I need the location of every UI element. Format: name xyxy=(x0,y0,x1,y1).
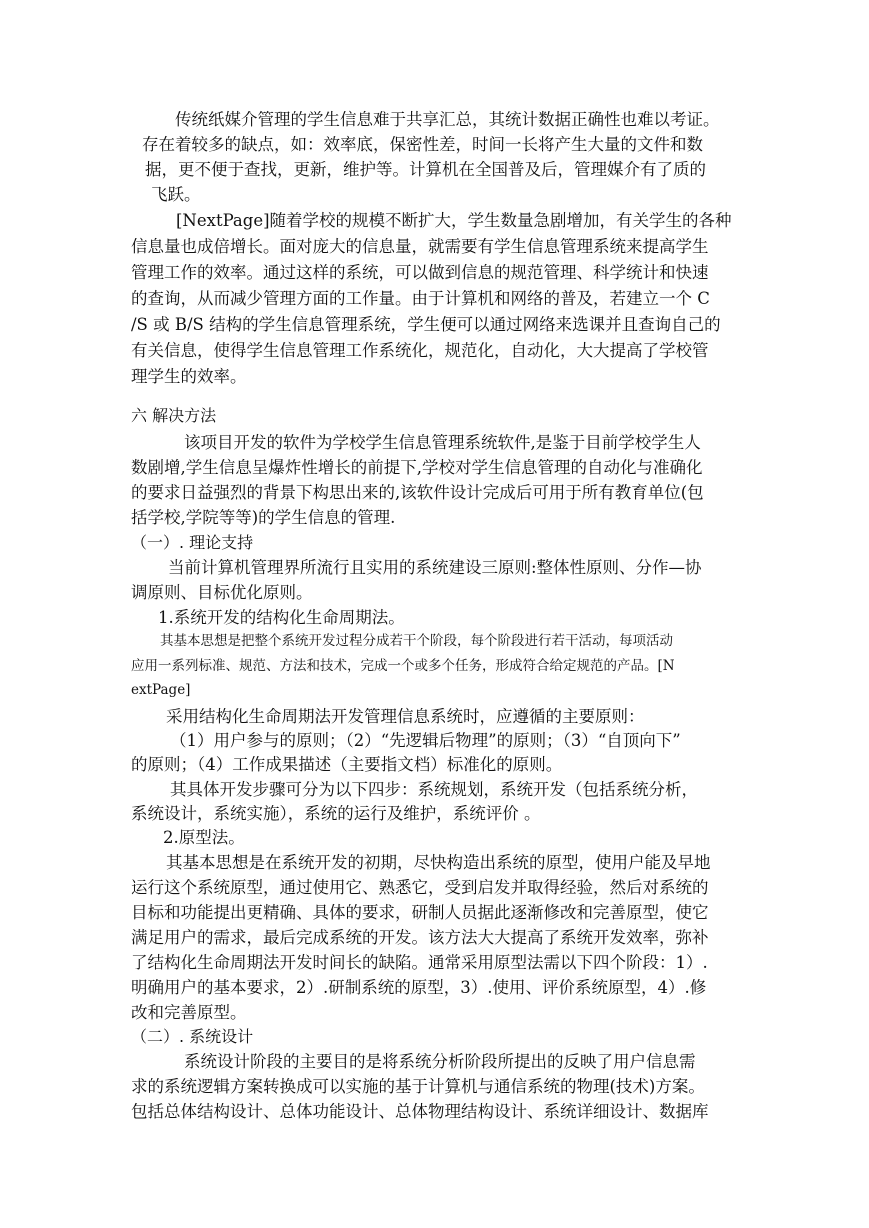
para5-line-2: 应用一系列标准、规范、方法和技术，完成一个或多个任务，形成符合给定规范的产品。[N xyxy=(131,658,675,674)
para1-line-4: 飞跃。 xyxy=(151,185,201,204)
para1-line-3: 据，更不便于查找，更新，维护等。计算机在全国普及后，管理媒介有了质的 xyxy=(145,160,706,179)
para3-line-1: 该项目开发的软件为学校学生信息管理系统软件,是鉴于目前学校学生人 xyxy=(184,433,701,452)
item2-title: 2.原型法。 xyxy=(163,828,245,847)
para6-line-3: 的原则；（4）工作成果描述（主要指文档）标准化的原则。 xyxy=(131,755,563,774)
para1-line-1: 传统纸媒介管理的学生信息难于共享汇总，其统计数据正确性也难以考证。 xyxy=(175,110,720,129)
para3-line-4: 括学校,学院等等)的学生信息的管理. xyxy=(131,508,396,527)
para8-line-1: 系统设计阶段的主要目的是将系统分析阶段所提出的反映了用户信息需 xyxy=(184,1052,696,1071)
subsection-heading-design: （二）. 系统设计 xyxy=(131,1027,254,1046)
para2-line-3: 管理工作的效率。通过这样的系统，可以做到信息的规范管理、科学统计和快速 xyxy=(131,263,709,282)
para7-line-7: 改和完善原型。 xyxy=(131,1003,247,1022)
subsection-heading-theory: （一）. 理论支持 xyxy=(131,533,254,552)
para8-line-2: 求的系统逻辑方案转换成可以实施的基于计算机与通信系统的物理(技术)方案。 xyxy=(131,1077,705,1096)
para2-line-4: 的查询，从而减少管理方面的工作量。由于计算机和网络的普及，若建立一个 C xyxy=(131,289,710,308)
para2-line-5: /S 或 B/S 结构的学生信息管理系统，学生便可以通过网络来选课并且查询自己的 xyxy=(131,315,721,334)
para2-line-1: [NextPage]随着学校的规模不断扩大，学生数量急剧增加，有关学生的各种 xyxy=(176,211,732,230)
section-heading-solution: 六 解决方法 xyxy=(131,406,217,425)
para2-line-2: 信息量也成倍增长。面对庞大的信息量，就需要有学生信息管理系统来提高学生 xyxy=(131,237,709,256)
para7-line-4: 满足用户的需求，最后完成系统的开发。该方法大大提高了系统开发效率，弥补 xyxy=(131,928,709,947)
para1-line-2: 存在着较多的缺点，如：效率底，保密性差，时间一长将产生大量的文件和数 xyxy=(142,135,703,154)
para7-line-6: 明确用户的基本要求，2）.研制系统的原型，3）.使用、评价系统原型，4）.修 xyxy=(131,978,707,997)
para7-line-1: 其基本思想是在系统开发的初期，尽快构造出系统的原型，使用户能及早地 xyxy=(166,853,711,872)
para4-line-2: 调原则、目标优化原则。 xyxy=(131,583,313,602)
para4-line-1: 当前计算机管理界所流行且实用的系统建设三原则:整体性原则、分作—协 xyxy=(168,558,702,577)
para6-line-1: 采用结构化生命周期法开发管理信息系统时，应遵循的主要原则： xyxy=(166,707,645,726)
para5-line-3: extPage] xyxy=(131,682,191,698)
para5-line-1: 其基本思想是把整个系统开发过程分成若干个阶段，每个阶段进行若干活动，每项活动 xyxy=(160,633,673,649)
para6-line-2: （1）用户参与的原则；（2）“先逻辑后物理”的原则；（3）“自顶向下” xyxy=(170,731,681,750)
para3-line-2: 数剧增,学生信息呈爆炸性增长的前提下,学校对学生信息管理的自动化与准确化 xyxy=(131,458,703,477)
para8-line-3: 包括总体结构设计、总体功能设计、总体物理结构设计、系统详细设计、数据库 xyxy=(131,1102,709,1121)
para2-line-6: 有关信息，使得学生信息管理工作系统化，规范化，自动化，大大提高了学校管 xyxy=(131,341,709,360)
item1-title: 1.系统开发的结构化生命周期法。 xyxy=(158,608,405,627)
para7-line-3: 目标和功能提出更精确、具体的要求，研制人员据此逐渐修改和完善原型，使它 xyxy=(131,903,709,922)
para7-line-2: 运行这个系统原型，通过使用它、熟悉它，受到启发并取得经验，然后对系统的 xyxy=(131,878,709,897)
para6-line-5: 系统设计，系统实施），系统的运行及维护，系统评价 。 xyxy=(131,804,541,823)
para2-line-7: 理学生的效率。 xyxy=(131,367,247,386)
para6-line-4: 其具体开发步骤可分为以下四步：系统规划，系统开发（包括系统分析， xyxy=(170,780,698,799)
para7-line-5: 了结构化生命周期法开发时间长的缺陷。通常采用原型法需以下四个阶段：1）. xyxy=(131,953,708,972)
para3-line-3: 的要求日益强烈的背景下构思出来的,该软件设计完成后可用于所有教育单位(包 xyxy=(131,483,704,502)
